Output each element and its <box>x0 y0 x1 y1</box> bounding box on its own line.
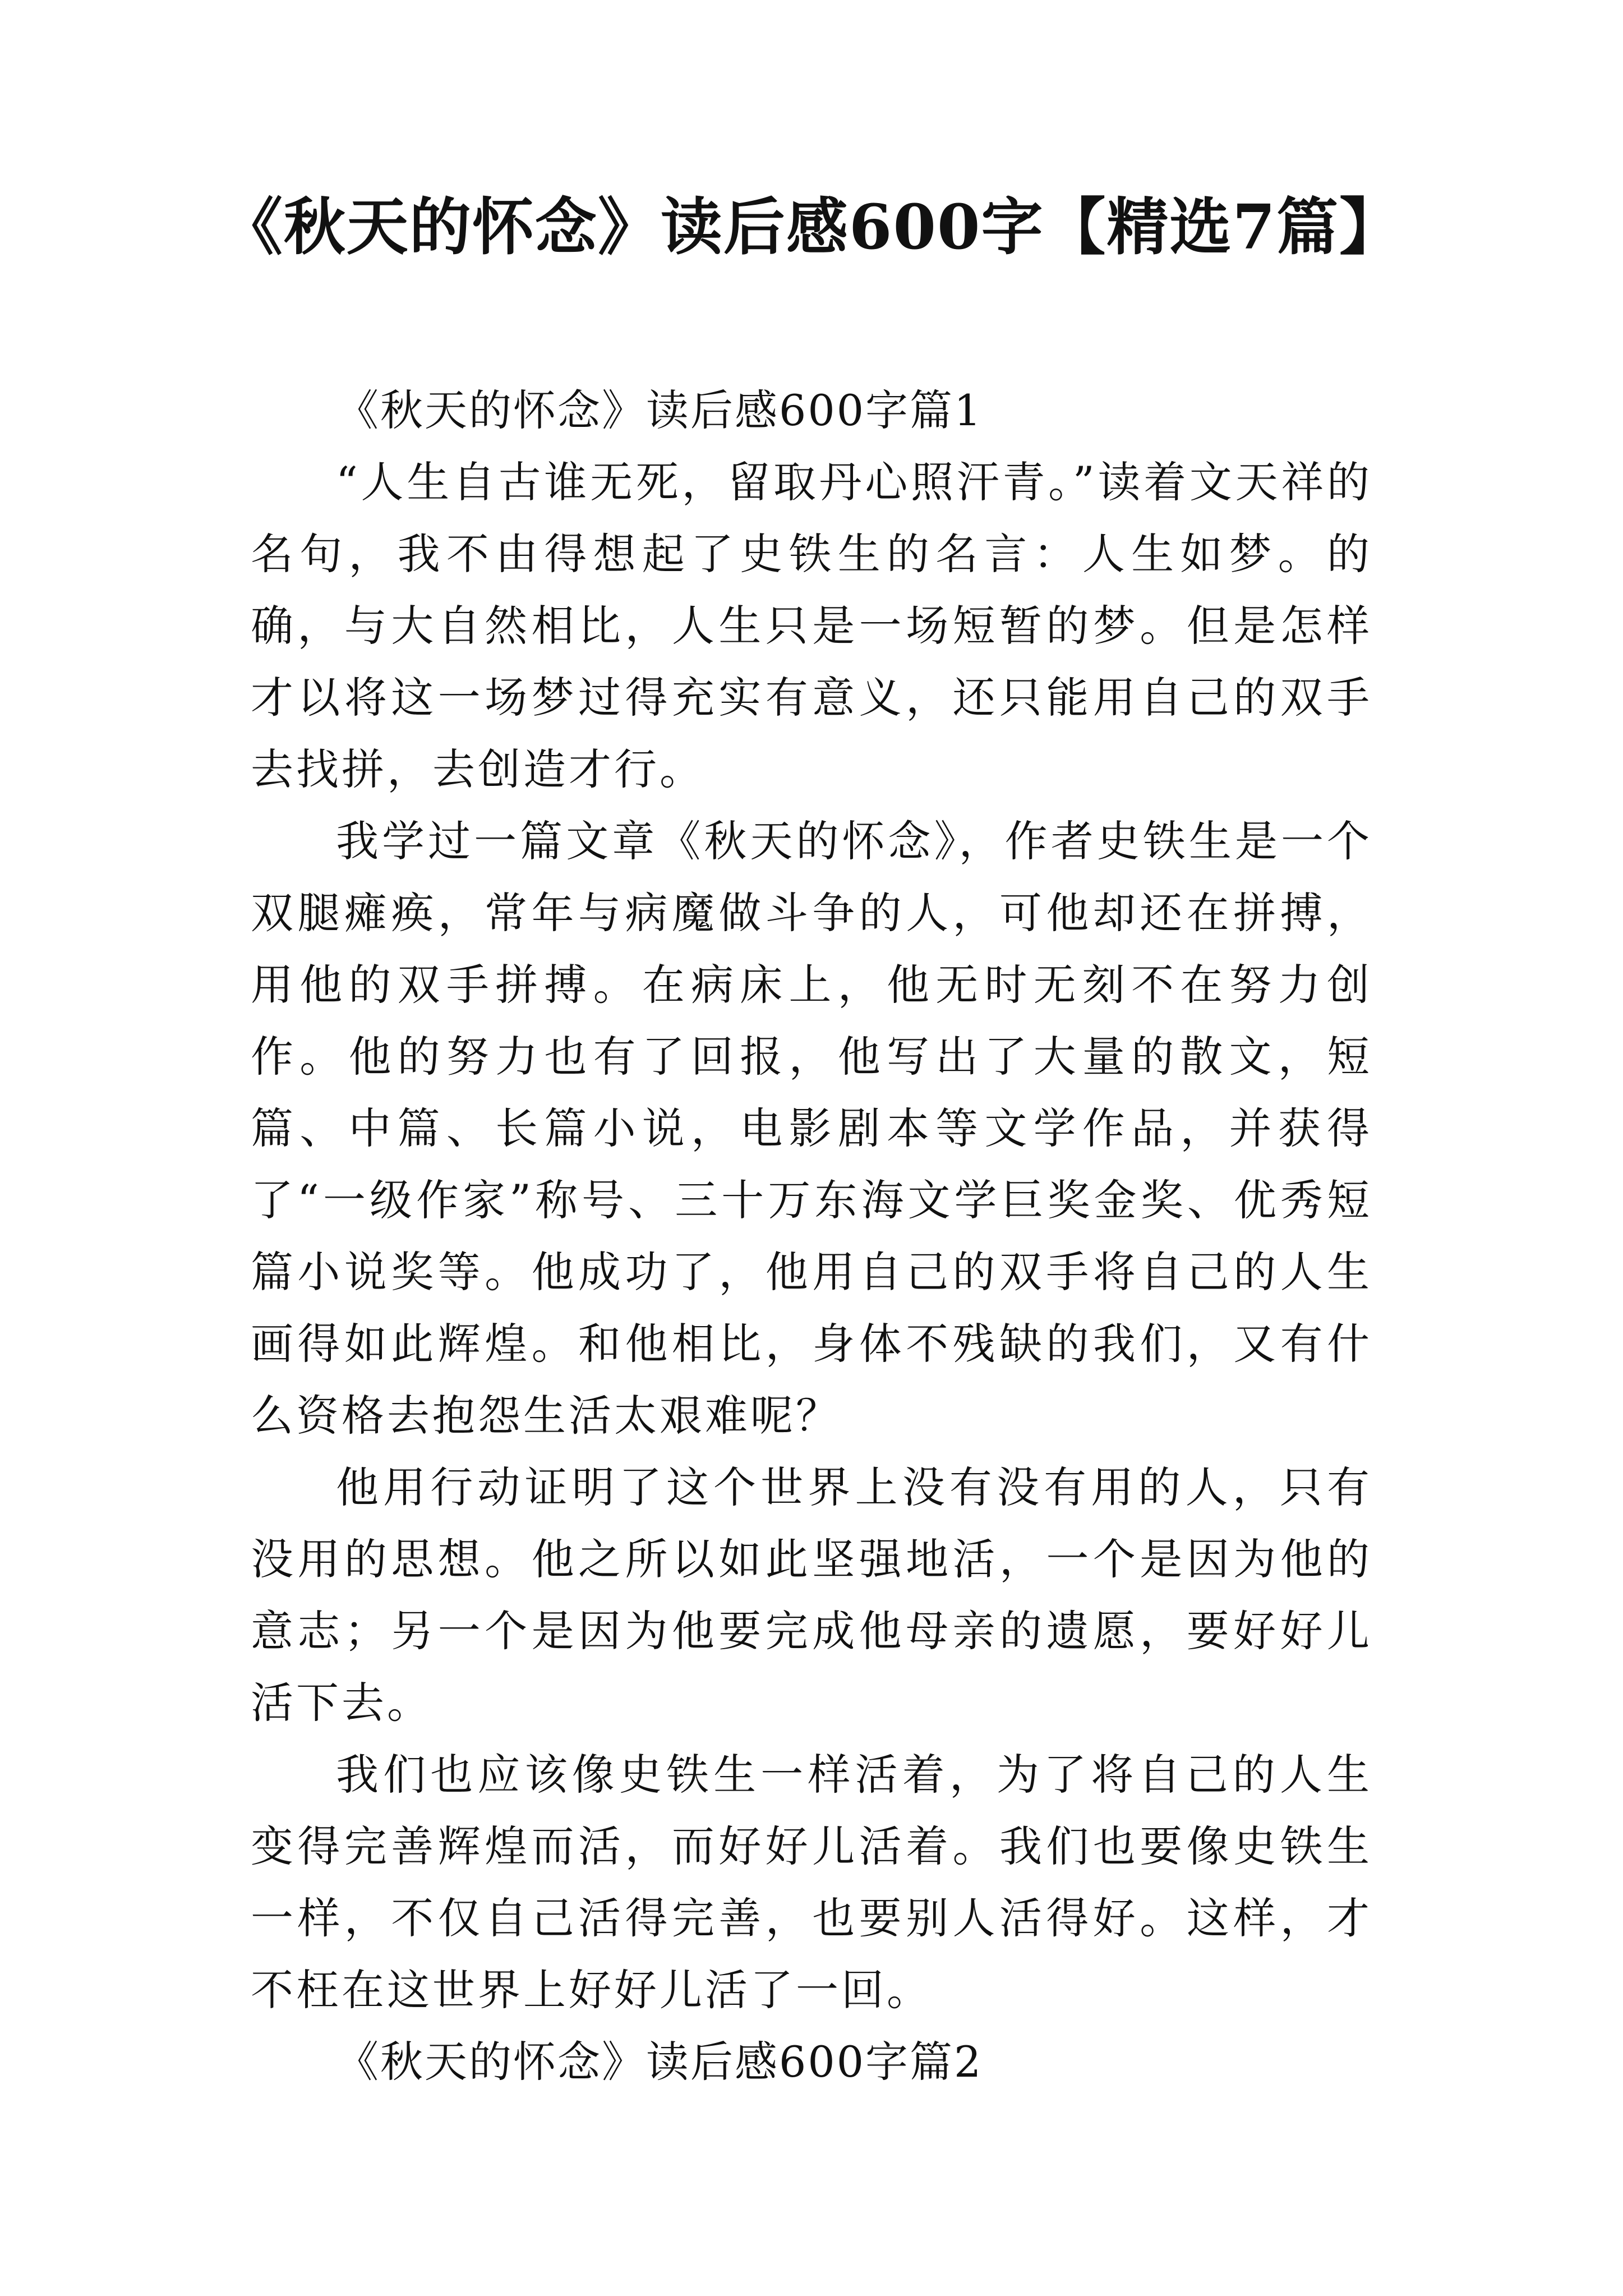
paragraph-3: 他用行动证明了这个世界上没有没有用的人，只有没用的思想。他之所以如此坚强地活，一个是因为他的意志；另一个是因为他要完成他母亲的遗愿，要好好儿活下去。 <box>251 1462 1372 1728</box>
section-heading-2: 《秋天的怀念》读后感600字篇2 <box>336 2037 983 2087</box>
paragraph-4: 我们也应该像史铁生一样活着，为了将自己的人生变得完善辉煌而活，而好好儿活着。我们也要像史铁生一样，不仅自己活得完善，也要别人活得好。这样，才不枉在这世界上好好儿活了一回。 <box>251 1750 1372 2015</box>
document-body <box>251 375 1372 2098</box>
paragraph-2: 我学过一篇文章《秋天的怀念》，作者史铁生是一个双腿瘫痪，常年与病魔做斗争的人，可他却还在拼搏，用他的双手拼搏。在病床上，他无时无刻不在努力创作。他的努力也有了回报，他写出了大量的散文，短篇、中篇、长篇小说，电影剧本等文学作品，并获得了“一级作家”称号、三十万东海文学巨奖金奖、优秀短篇小说奖等。他成功了，他用自己的双手将自己的人生画得如此辉煌。和他相比，身体不残缺的我们，又有什么资格去抱怨生活太艰难呢？ <box>251 816 1372 1441</box>
paragraph-1: “人生自古谁无死，留取丹心照汗青。”读着文天祥的名句，我不由得想起了史铁生的名言：人生如梦。的确，与大自然相比，人生只是一场短暂的梦。但是怎样才以将这一场梦过得充实有意义，还只能用自己的双手去找拼，去创造才行。 <box>251 457 1372 794</box>
document-title: 《秋天的怀念》读后感600字【精选7篇】 <box>220 191 1403 263</box>
section-heading-1: 《秋天的怀念》读后感600字篇1 <box>336 385 983 435</box>
